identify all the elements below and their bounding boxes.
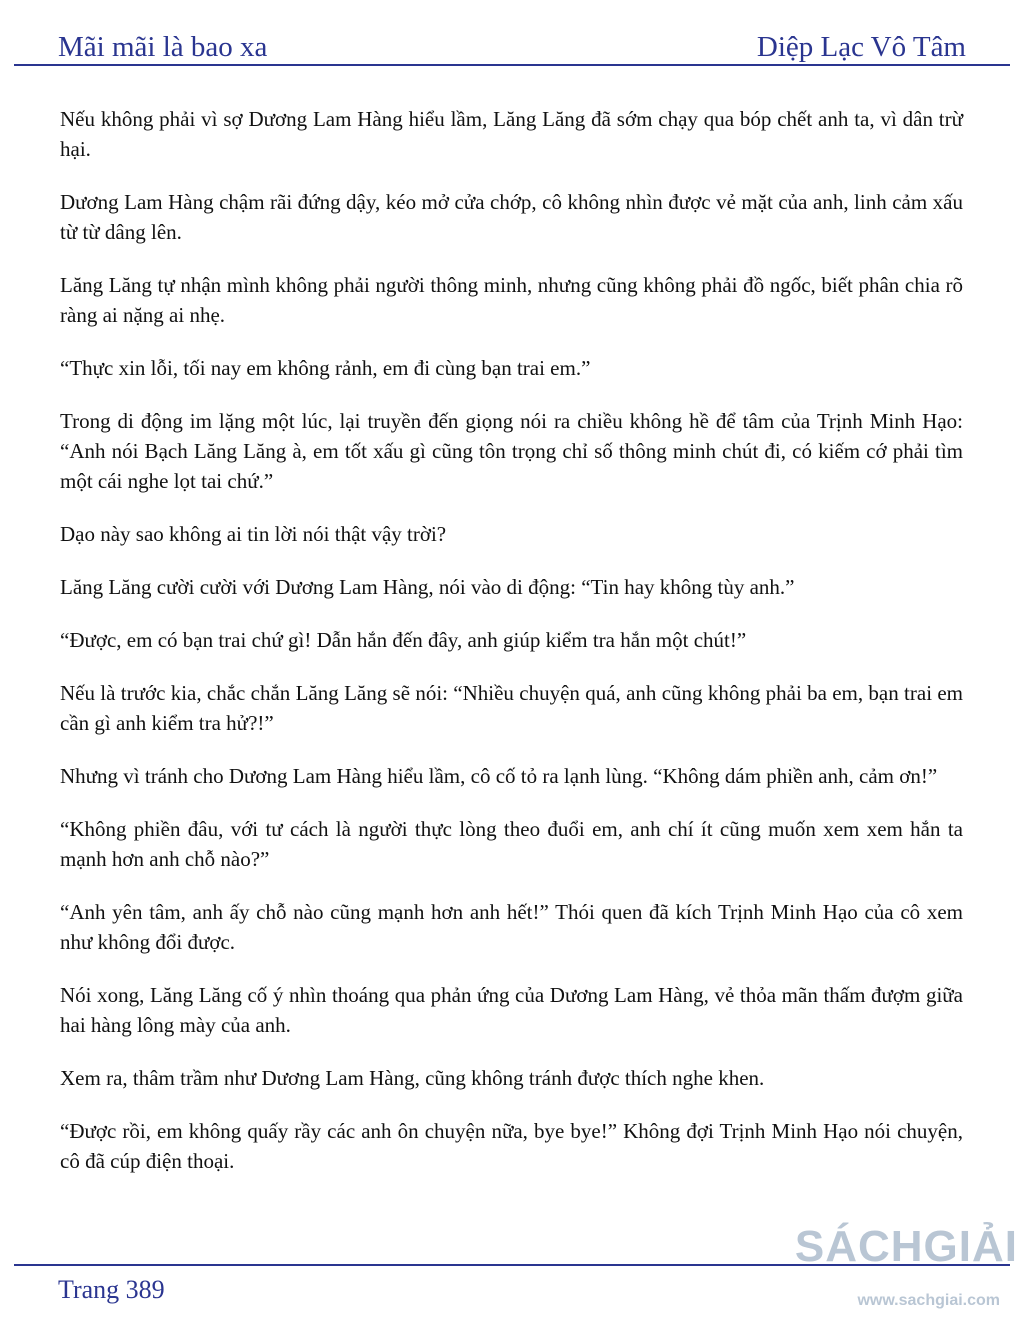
page-body bbox=[60, 104, 963, 1199]
watermark-url: www.sachgiai.com bbox=[857, 1292, 1000, 1309]
paragraph: Lăng Lăng cười cười với Dương Lam Hàng, nói vào di động: “Tin hay không tùy anh.” bbox=[60, 575, 795, 599]
paragraph: Dạo này sao không ai tin lời nói thật vậy trời? bbox=[60, 522, 447, 546]
paragraph: Nói xong, Lăng Lăng cố ý nhìn thoáng qua phản ứng của Dương Lam Hàng, vẻ thỏa mãn thấm đượm giữa hai hàng lông mày của anh. bbox=[60, 983, 963, 1037]
book-title: Mãi mãi là bao xa bbox=[58, 31, 268, 63]
paragraph: Trong di động im lặng một lúc, lại truyền đến giọng nói ra chiều không hề để tâm của Trịnh Minh Hạo: “Anh nói Bạch Lăng Lăng à, em tốt xấu gì cũng tôn trọng chỉ số thông minh chút đi, có kiếm cớ phải tìm một cái nghe lọt tai chứ.” bbox=[60, 409, 963, 493]
header-divider bbox=[14, 64, 1010, 66]
paragraph: “Không phiền đâu, với tư cách là người thực lòng theo đuổi em, anh chí ít cũng muốn xem xem hắn ta mạnh hơn anh chỗ nào?” bbox=[60, 817, 963, 871]
paragraph: Nếu không phải vì sợ Dương Lam Hàng hiểu lầm, Lăng Lăng đã sớm chạy qua bóp chết anh ta, vì dân trừ hại. bbox=[60, 107, 963, 161]
paragraph: “Được rồi, em không quấy rầy các anh ôn chuyện nữa, bye bye!” Không đợi Trịnh Minh Hạo nói chuyện, cô đã cúp điện thoại. bbox=[60, 1119, 963, 1173]
paragraph: Nếu là trước kia, chắc chắn Lăng Lăng sẽ nói: “Nhiều chuyện quá, anh cũng không phải ba em, bạn trai em cần gì anh kiểm tra hử?!” bbox=[60, 681, 963, 735]
page-header bbox=[58, 24, 966, 64]
paragraph: Nhưng vì tránh cho Dương Lam Hàng hiểu lầm, cô cố tỏ ra lạnh lùng. “Không dám phiền anh, cảm ơn!” bbox=[60, 764, 938, 788]
book-author: Diệp Lạc Vô Tâm bbox=[756, 31, 966, 63]
paragraph: “Thực xin lỗi, tối nay em không rảnh, em đi cùng bạn trai em.” bbox=[60, 356, 591, 380]
paragraph: “Được, em có bạn trai chứ gì! Dẫn hắn đến đây, anh giúp kiểm tra hắn một chút!” bbox=[60, 628, 747, 652]
paragraph: Xem ra, thâm trầm như Dương Lam Hàng, cũng không tránh được thích nghe khen. bbox=[60, 1066, 765, 1090]
paragraph: Lăng Lăng tự nhận mình không phải người thông minh, nhưng cũng không phải đồ ngốc, biết phân chia rõ ràng ai nặng ai nhẹ. bbox=[60, 273, 963, 327]
watermark-logo bbox=[794, 1222, 1018, 1318]
paragraph: Dương Lam Hàng chậm rãi đứng dậy, kéo mở cửa chớp, cô không nhìn được vẻ mặt của anh, linh cảm xấu từ từ dâng lên. bbox=[60, 190, 963, 244]
watermark-brand: SÁCHGIẢI bbox=[794, 1222, 1018, 1271]
page-number: Trang 389 bbox=[58, 1275, 165, 1304]
paragraph: “Anh yên tâm, anh ấy chỗ nào cũng mạnh hơn anh hết!” Thói quen đã kích Trịnh Minh Hạo của cô xem như không đổi được. bbox=[60, 900, 963, 954]
